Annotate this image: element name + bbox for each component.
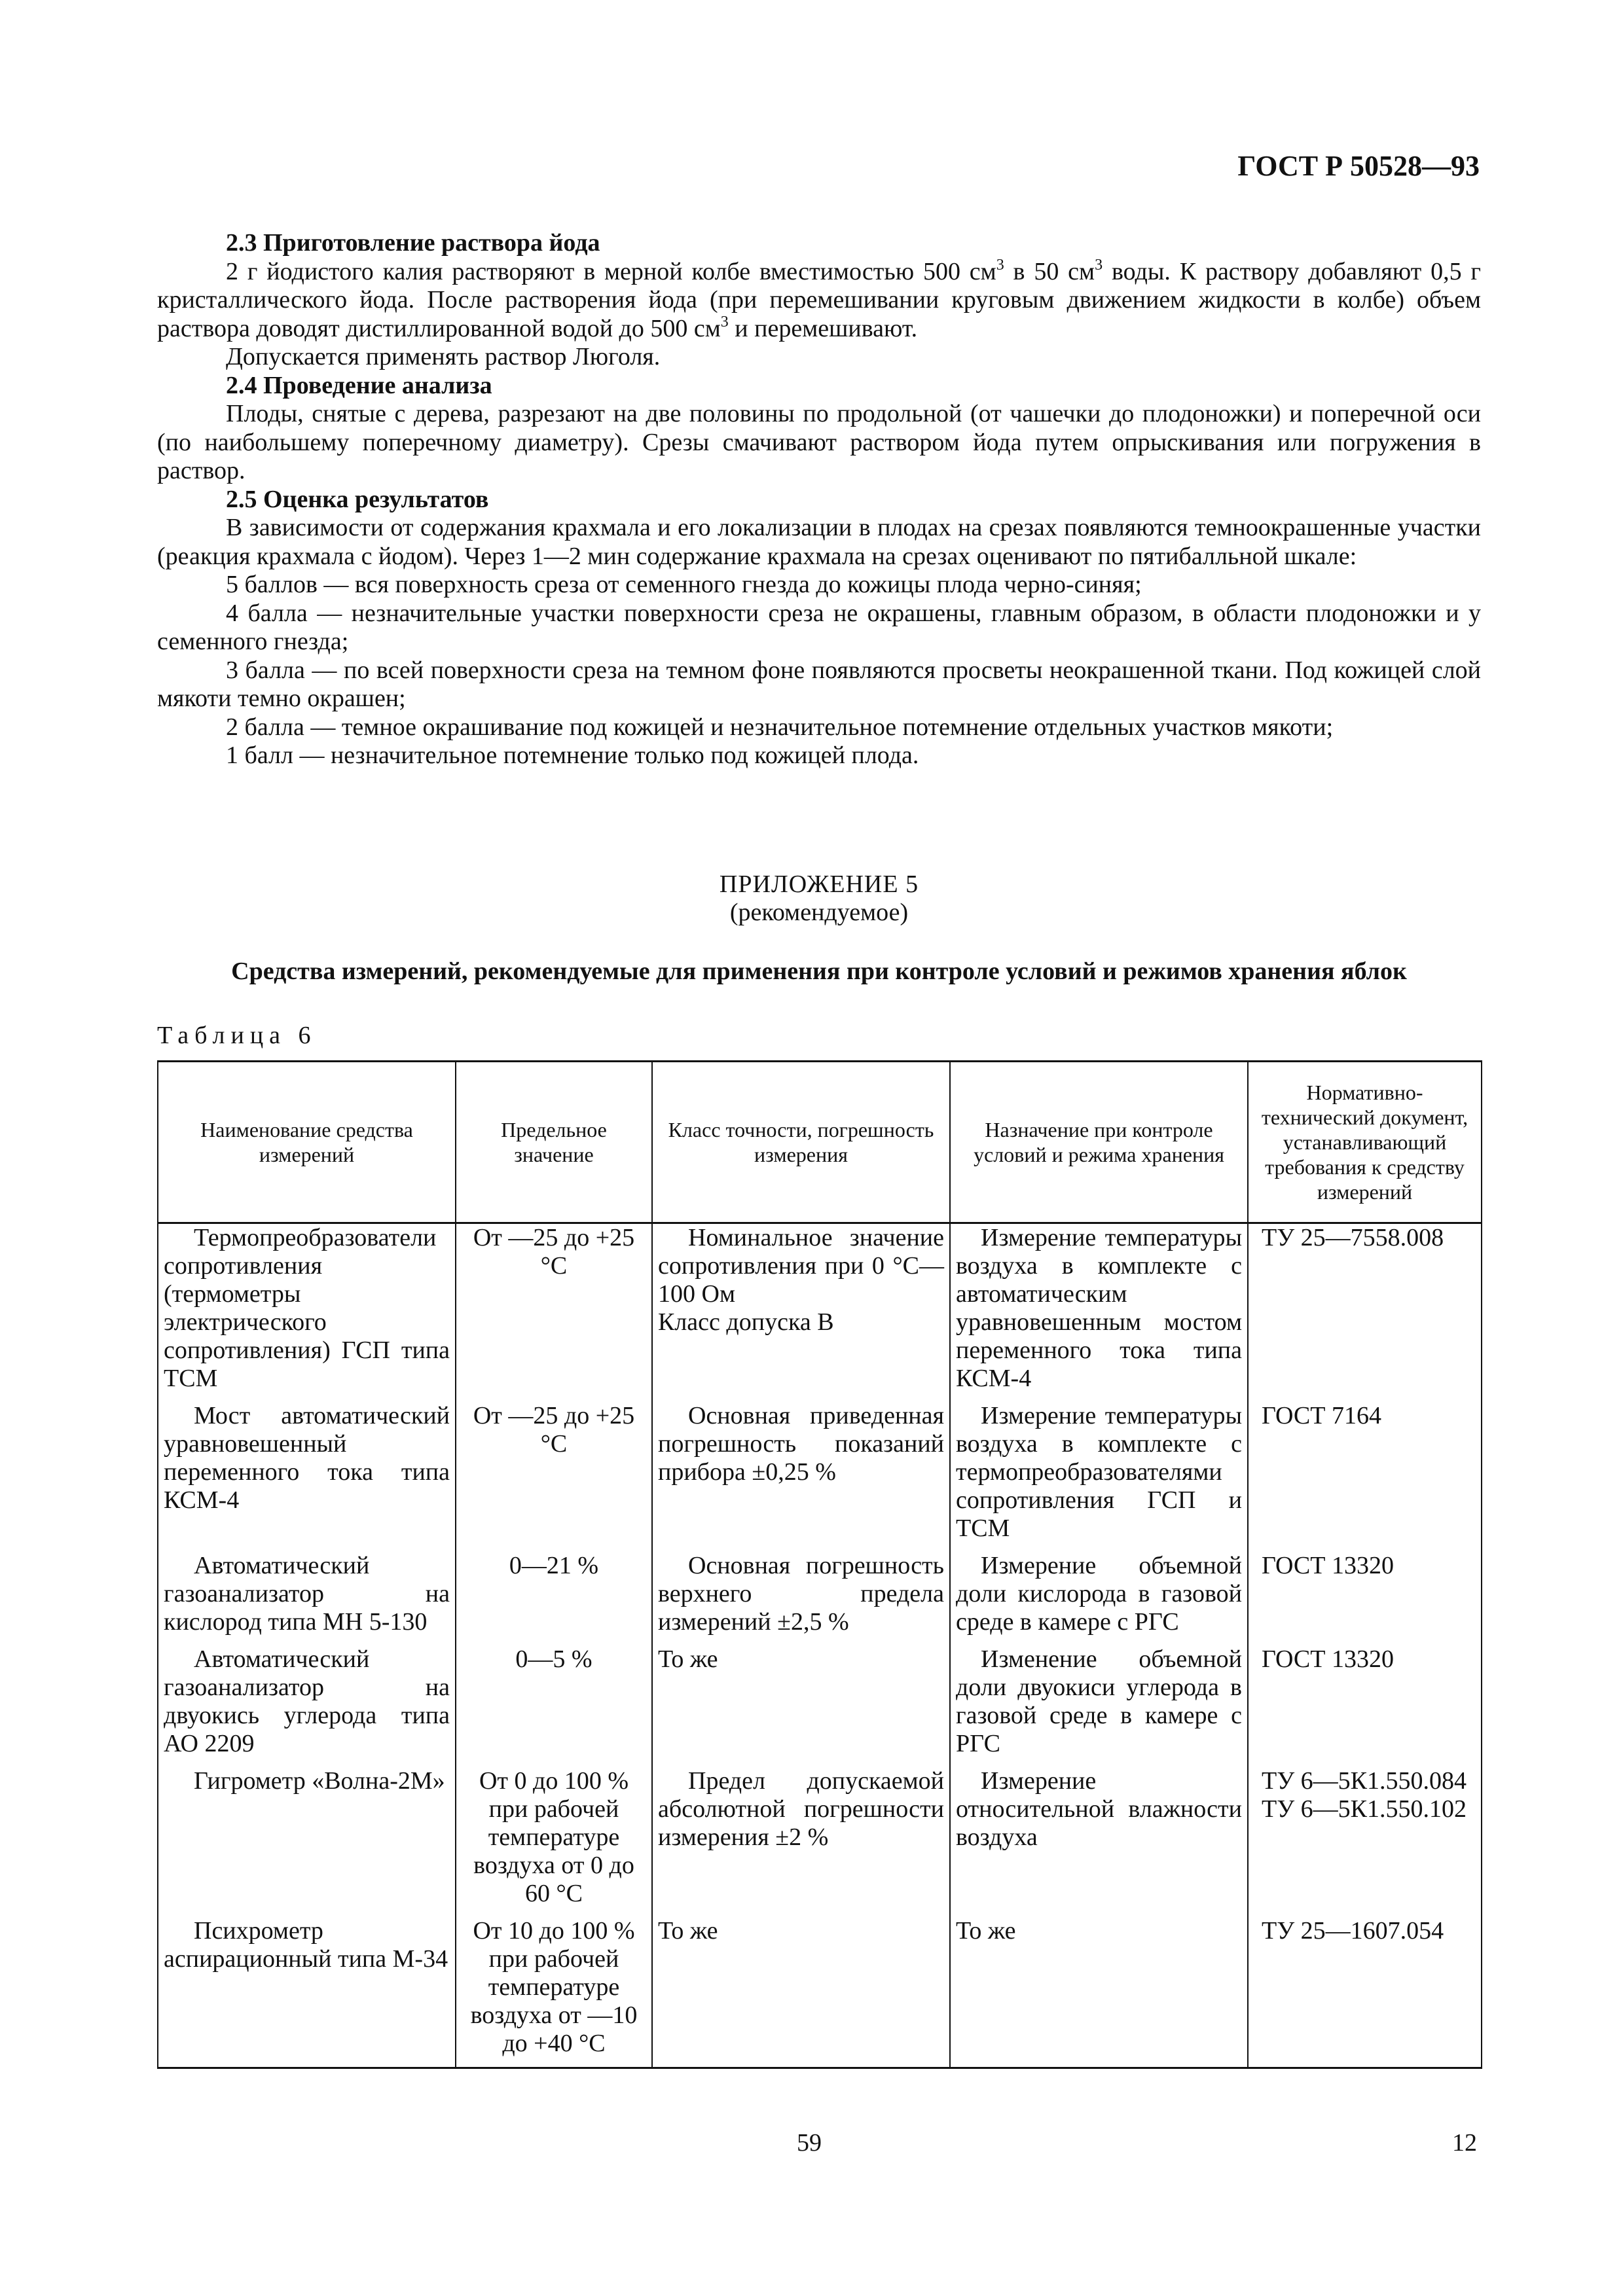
section-2-5-paragraph: В зависимости от содержания крахмала и его локализации в плодах на срезах появляются темноокрашенные участки (реакция крахмала с йодом). Через 1—2 мин содержание крахмала на срезах оценивают по пятибалльной шкале: bbox=[157, 514, 1481, 570]
cell-accuracy: То же bbox=[652, 1645, 950, 1767]
cell-accuracy: Основная приведенная погрешность показаний прибора ±0,25 % bbox=[652, 1402, 950, 1552]
cell-limit: От —25 до +25 °С bbox=[456, 1223, 652, 1403]
cell-name: Автоматический газоанализатор на двуокись углерода типа АО 2209 bbox=[158, 1645, 456, 1767]
section-2-3-note: Допускается применять раствор Люголя. bbox=[226, 343, 661, 370]
header-name: Наименование средства измерений bbox=[158, 1062, 456, 1223]
header-purpose: Назначение при контроле условий и режима хранения bbox=[950, 1062, 1248, 1223]
header-accuracy: Класс точности, погрешность измерения bbox=[652, 1062, 950, 1223]
cell-name: Гигрометр «Волна-2М» bbox=[158, 1767, 456, 1917]
cell-name: Психрометр аспирационный типа М-34 bbox=[158, 1917, 456, 2068]
table-row bbox=[158, 1917, 1482, 2068]
cell-purpose: Измерение относительной влажности воздуха bbox=[950, 1767, 1248, 1917]
appendix-heading: Средства измерений, рекомендуемые для применения при контроле условий и режимов хранения яблок bbox=[231, 958, 1407, 985]
cell-name: Автоматический газоанализатор на кислород типа МН 5-130 bbox=[158, 1552, 456, 1645]
cell-accuracy: То же bbox=[652, 1917, 950, 2068]
appendix-title: ПРИЛОЖЕНИЕ 5 bbox=[719, 870, 919, 898]
appendix-header bbox=[157, 870, 1481, 927]
table-row bbox=[158, 1767, 1482, 1917]
table-row bbox=[158, 1552, 1482, 1645]
cell-name: Термопреобразователи сопротивления (термометры электрического сопротивления) ГСП типа ТСМ bbox=[158, 1223, 456, 1403]
section-2-4-paragraph: Плоды, снятые с дерева, разрезают на две половины по продольной (от чашечки до плодоножки) и поперечной оси (по наибольшему поперечному диаметру). Срезы смачивают раствором йода путем опрыскивания или погружения в раствор. bbox=[157, 400, 1481, 484]
table-row bbox=[158, 1645, 1482, 1767]
document-code: ГОСТ Р 50528—93 bbox=[1237, 150, 1480, 182]
cell-normdoc: ТУ 25—7558.008 bbox=[1248, 1223, 1482, 1403]
cell-accuracy: Номинальное значение сопротивления при 0 °С—100 Ом Класс допуска В bbox=[652, 1223, 950, 1403]
cell-accuracy: Предел допускаемой абсолютной погрешности измерения ±2 % bbox=[652, 1767, 950, 1917]
cell-limit: От —25 до +25 °С bbox=[456, 1402, 652, 1552]
section-2-3-paragraph: 2 г йодистого калия растворяют в мерной колбе вместимостью 500 $см^3$ в 50 $см^3$ воды. К раствору добавляют 0,5 г кристаллического йода. После растворения йода (при перемешивании круговым движением жидкости в колбе) объем раствора доводят дистиллированной водой до 500 $см^3$ и перемешивают. bbox=[157, 256, 1481, 342]
table-row bbox=[158, 1402, 1482, 1552]
cell-normdoc: ГОСТ 7164 bbox=[1248, 1402, 1482, 1552]
cell-purpose: Изменение объемной доли двуокиси углерода в газовой среде в камере с РГС bbox=[950, 1645, 1248, 1767]
cell-name: Мост автоматический уравновешенный переменного тока типа КСМ-4 bbox=[158, 1402, 456, 1552]
section-2-3-title: 2.3 Приготовление раствора йода bbox=[226, 229, 600, 257]
cell-limit: 0—5 % bbox=[456, 1645, 652, 1767]
cell-limit: От 10 до 100 % при рабочей температуре воздуха от —10 до +40 °С bbox=[456, 1917, 652, 2068]
cell-limit: От 0 до 100 % при рабочей температуре воздуха от 0 до 60 °С bbox=[456, 1767, 652, 1917]
cell-normdoc: ГОСТ 13320 bbox=[1248, 1645, 1482, 1767]
score-2: 2 балла — темное окрашивание под кожицей и незначительное потемнение отдельных участков мякоти; bbox=[226, 713, 1334, 741]
cell-purpose: Измерение температуры воздуха в комплекте с термопреобразователями сопротивления ГСП и ТСМ bbox=[950, 1402, 1248, 1552]
header-normdoc: Нормативно-технический документ, устанавливающий требования к средству измерений bbox=[1248, 1062, 1482, 1223]
table-row bbox=[158, 1223, 1482, 1403]
cell-normdoc: ТУ 6—5К1.550.084 ТУ 6—5К1.550.102 bbox=[1248, 1767, 1482, 1917]
cell-normdoc: ГОСТ 13320 bbox=[1248, 1552, 1482, 1645]
score-4: 4 балла — незначительные участки поверхности среза не окрашены, главным образом, в области плодоножки и у семенного гнезда; bbox=[157, 599, 1481, 655]
measuring-instruments-table bbox=[157, 1060, 1482, 2069]
score-3: 3 балла — по всей поверхности среза на темном фоне появляются просветы неокрашенной ткани. Под кожицей слой мякоти темно окрашен; bbox=[157, 656, 1481, 712]
cell-normdoc: ТУ 25—1607.054 bbox=[1248, 1917, 1482, 2068]
appendix-subtitle: (рекомендуемое) bbox=[729, 899, 909, 926]
cell-purpose: Измерение объемной доли кислорода в газовой среде в камере с РГС bbox=[950, 1552, 1248, 1645]
cell-accuracy: Основная погрешность верхнего предела измерений ±2,5 % bbox=[652, 1552, 950, 1645]
body-text bbox=[157, 229, 1481, 770]
page-number-left: 59 bbox=[797, 2129, 822, 2157]
score-1: 1 балл — незначительное потемнение только под кожицей плода. bbox=[226, 742, 919, 769]
table-header-row bbox=[158, 1062, 1482, 1223]
cell-purpose: Измерение температуры воздуха в комплекте с автоматическим уравновешенным мостом переменного тока типа КСМ-4 bbox=[950, 1223, 1248, 1403]
cell-purpose: То же bbox=[950, 1917, 1248, 2068]
score-5: 5 баллов — вся поверхность среза от семенного гнезда до кожицы плода черно-синяя; bbox=[226, 571, 1142, 598]
section-2-4-title: 2.4 Проведение анализа bbox=[226, 371, 492, 399]
section-2-5-title: 2.5 Оценка результатов bbox=[226, 485, 489, 513]
page-number-right: 12 bbox=[1452, 2129, 1477, 2157]
cell-limit: 0—21 % bbox=[456, 1552, 652, 1645]
header-limit: Предельное значение bbox=[456, 1062, 652, 1223]
table-caption: Таблица 6 bbox=[157, 1022, 317, 1049]
